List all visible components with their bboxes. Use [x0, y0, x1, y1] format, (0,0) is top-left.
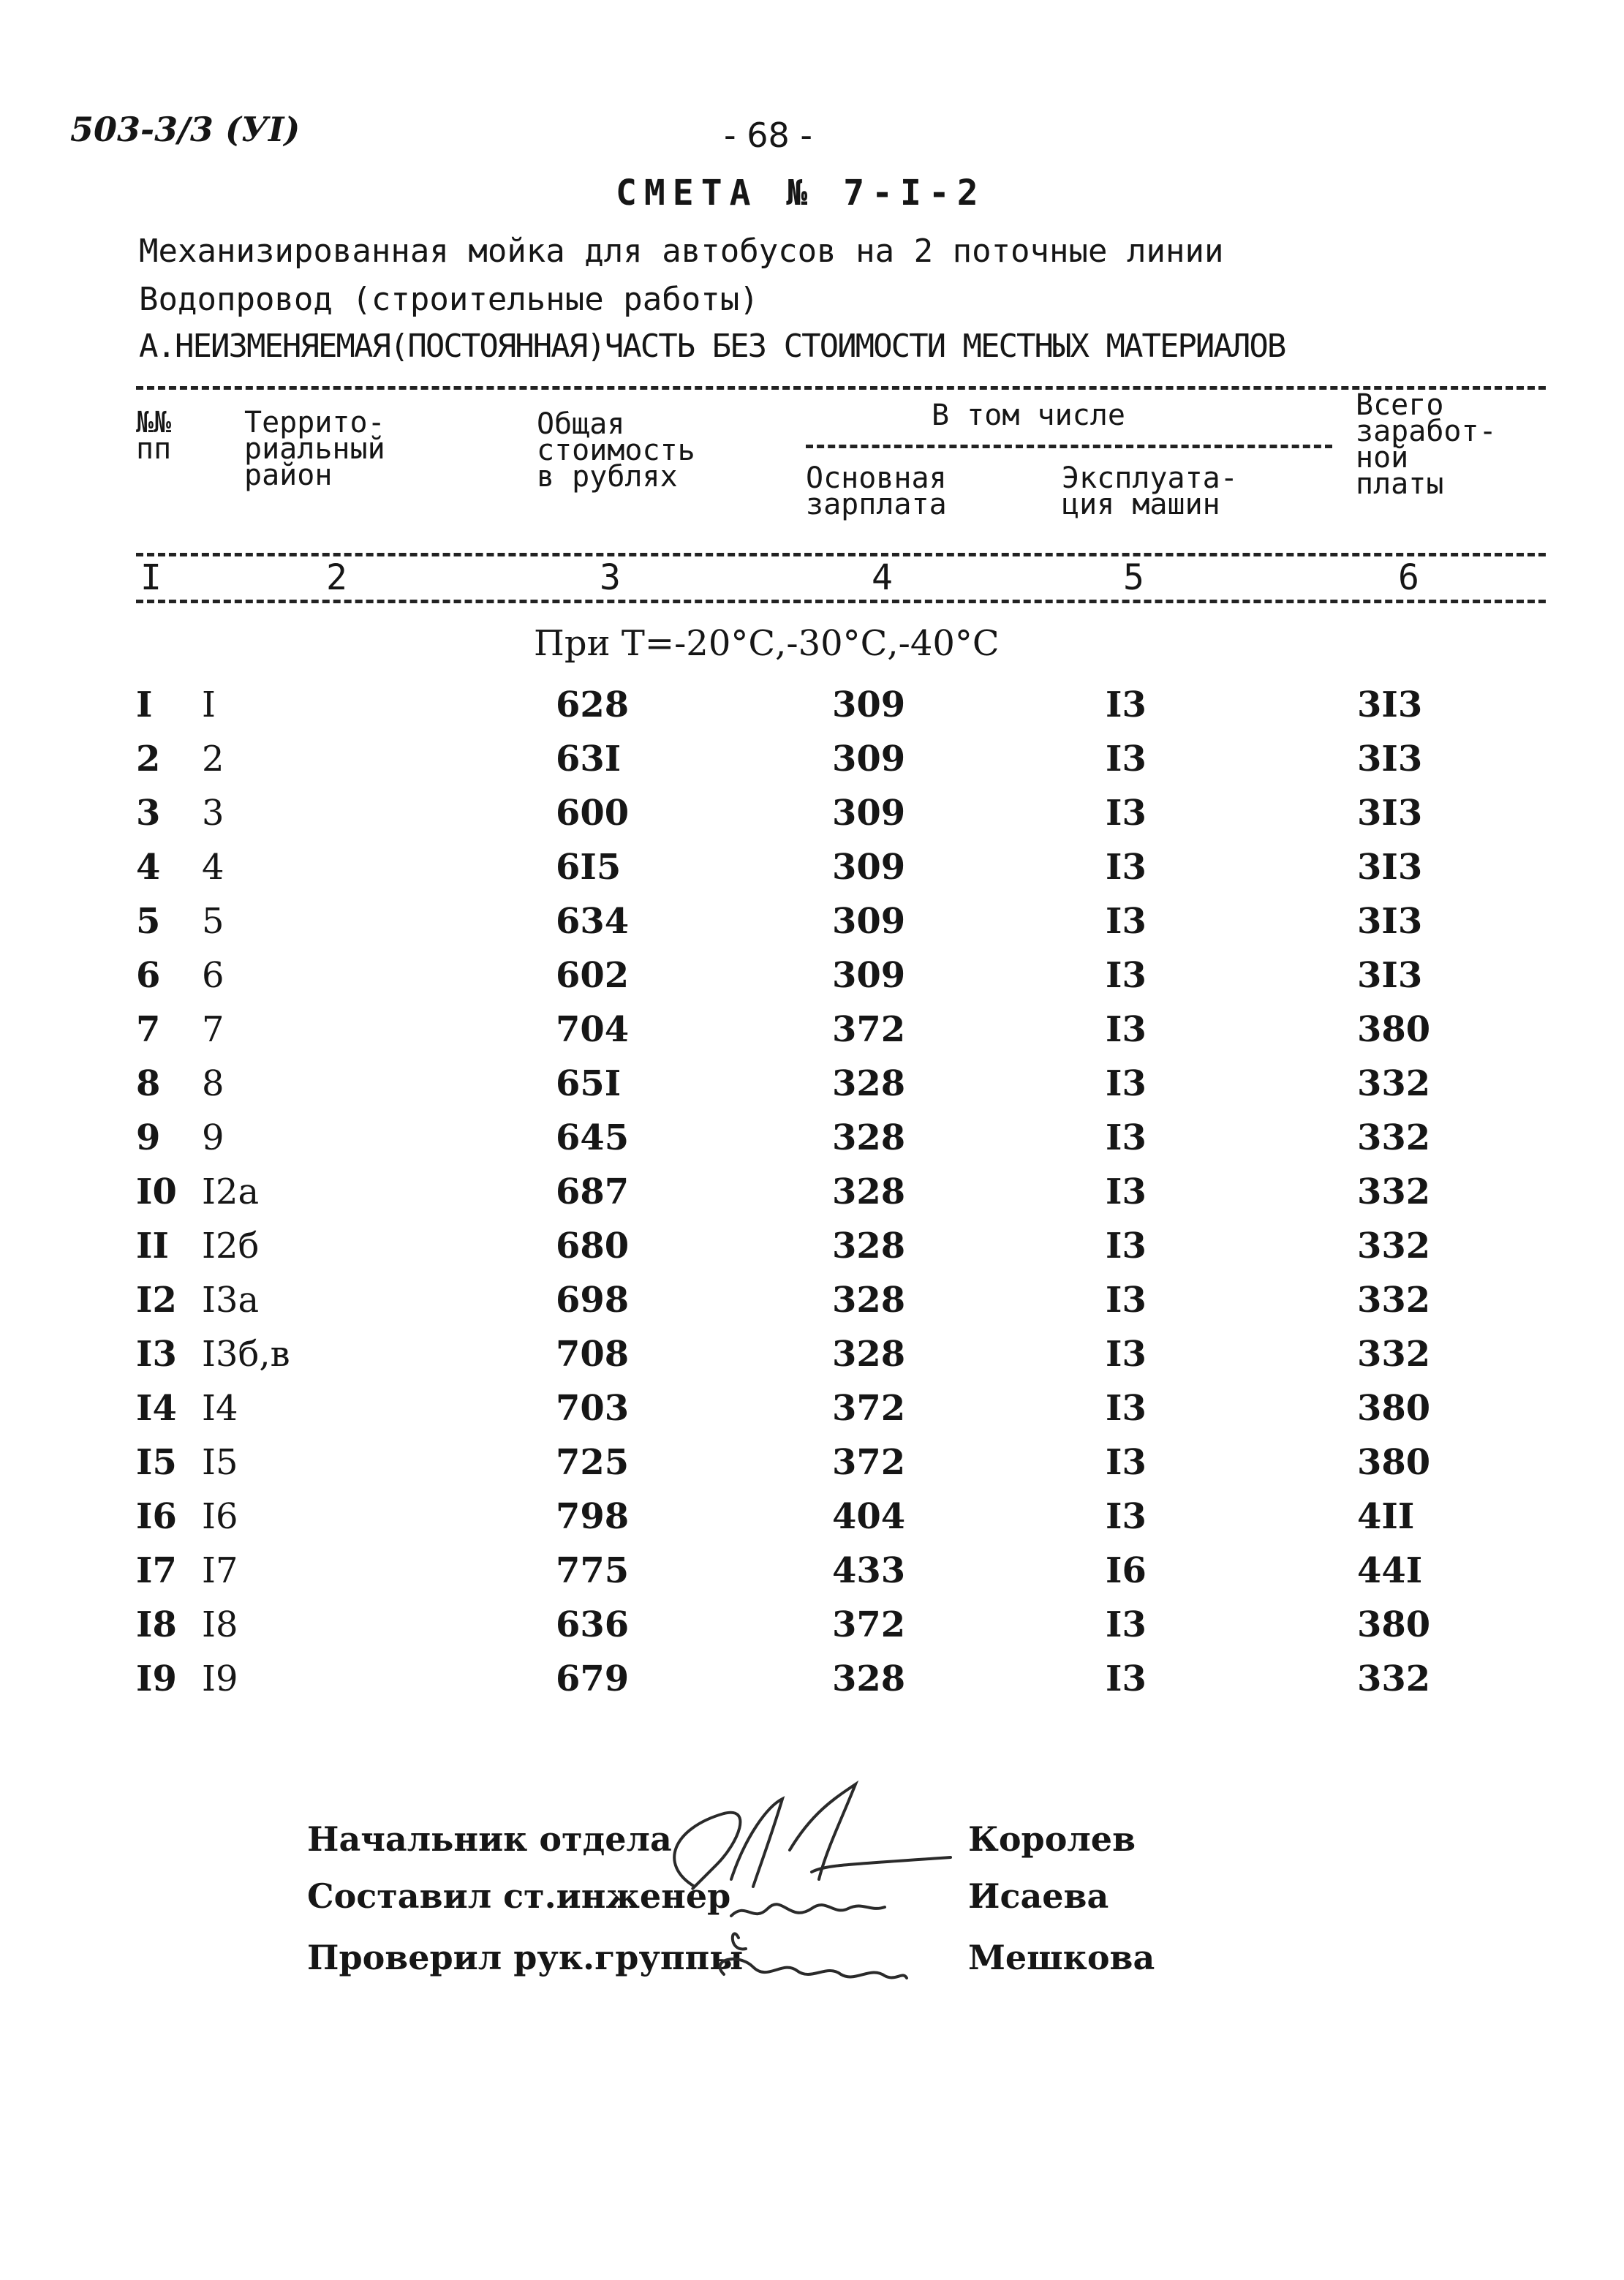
- header-bottom-rule: [136, 553, 1546, 556]
- row-total-salary: 380: [1357, 1442, 1431, 1483]
- row-base-salary: 328: [832, 1226, 906, 1267]
- row-number: I: [136, 684, 153, 725]
- row-total-salary: 332: [1357, 1117, 1431, 1158]
- table-row: [0, 793, 1624, 845]
- row-district: I7: [202, 1550, 238, 1591]
- colnum-1: I: [140, 557, 162, 598]
- row-district: 8: [202, 1063, 224, 1104]
- row-number: 5: [136, 901, 161, 942]
- table-row: [0, 1063, 1624, 1116]
- row-total-cost: 600: [556, 793, 630, 834]
- row-machine-cost: I3: [1106, 739, 1147, 779]
- row-base-salary: 309: [832, 684, 906, 725]
- row-base-salary: 309: [832, 901, 906, 942]
- row-total-salary: 332: [1357, 1280, 1431, 1321]
- signature-role-compiler: Составил ст.инженер: [307, 1876, 731, 1916]
- row-district: 3: [202, 793, 224, 834]
- row-total-cost: 602: [556, 955, 630, 996]
- row-number: II: [136, 1226, 169, 1267]
- row-base-salary: 372: [832, 1009, 906, 1050]
- row-base-salary: 328: [832, 1171, 906, 1212]
- table-row: [0, 1658, 1624, 1711]
- row-district: I: [202, 684, 216, 725]
- row-base-salary: 328: [832, 1280, 906, 1321]
- row-district: I8: [202, 1604, 238, 1645]
- header-total-salary: Всего заработ- ной платы: [1356, 388, 1497, 501]
- row-total-cost: 775: [556, 1550, 630, 1591]
- row-total-salary: 380: [1357, 1388, 1431, 1429]
- row-total-salary: 332: [1357, 1171, 1431, 1212]
- row-total-cost: 6I5: [556, 847, 622, 888]
- colnum-bottom-rule: [136, 600, 1546, 603]
- row-number: I0: [136, 1171, 177, 1212]
- header-machines: Эксплуата- ция машин: [1062, 461, 1238, 521]
- row-base-salary: 372: [832, 1388, 906, 1429]
- row-total-salary: 3I3: [1357, 684, 1423, 725]
- estimate-title: СМЕТА № 7-I-2: [616, 173, 986, 214]
- row-total-cost: 680: [556, 1226, 630, 1267]
- row-total-cost: 636: [556, 1604, 630, 1645]
- row-district: 7: [202, 1009, 224, 1050]
- row-machine-cost: I3: [1106, 1226, 1147, 1267]
- row-district: I5: [202, 1442, 238, 1483]
- row-number: 6: [136, 955, 161, 996]
- row-number: I7: [136, 1550, 177, 1591]
- row-base-salary: 328: [832, 1658, 906, 1699]
- row-total-cost: 628: [556, 684, 630, 725]
- row-machine-cost: I3: [1106, 901, 1147, 942]
- row-base-salary: 372: [832, 1442, 906, 1483]
- part-subtitle: А.НЕИЗМЕНЯЕМАЯ(ПОСТОЯННАЯ)ЧАСТЬ БЕЗ СТОИМОСТИ МЕСТНЫХ МАТЕРИАЛОВ: [139, 328, 1285, 365]
- row-total-salary: 3I3: [1357, 739, 1423, 779]
- row-total-cost: 687: [556, 1171, 630, 1212]
- row-number: I9: [136, 1658, 177, 1699]
- row-total-cost: 725: [556, 1442, 630, 1483]
- row-total-cost: 634: [556, 901, 630, 942]
- row-district: I3б,в: [202, 1334, 290, 1375]
- signature-role-head: Начальник отдела: [307, 1819, 672, 1859]
- table-row: [0, 1280, 1624, 1332]
- document-code: 503-3/3 (УI): [70, 110, 301, 149]
- row-number: I8: [136, 1604, 177, 1645]
- row-total-cost: 679: [556, 1658, 630, 1699]
- row-machine-cost: I6: [1106, 1550, 1147, 1591]
- row-base-salary: 433: [832, 1550, 906, 1591]
- row-total-salary: 3I3: [1357, 793, 1423, 834]
- colnum-6: 6: [1398, 557, 1419, 598]
- row-district: I2б: [202, 1226, 260, 1267]
- row-number: I3: [136, 1334, 177, 1375]
- row-district: 4: [202, 847, 224, 888]
- row-base-salary: 328: [832, 1063, 906, 1104]
- row-total-salary: 332: [1357, 1658, 1431, 1699]
- signature-name-checker: Мешкова: [968, 1938, 1155, 1977]
- row-number: I2: [136, 1280, 177, 1321]
- row-number: 8: [136, 1063, 161, 1104]
- row-total-cost: 708: [556, 1334, 630, 1375]
- row-district: I4: [202, 1388, 238, 1429]
- row-base-salary: 309: [832, 739, 906, 779]
- incl-group-rule: [806, 445, 1332, 448]
- header-total-cost: Общая стоимость в рублях: [537, 407, 695, 494]
- row-number: 2: [136, 739, 161, 779]
- header-base-salary: Основная зарплата: [806, 461, 947, 521]
- row-number: 4: [136, 847, 161, 888]
- table-row: [0, 901, 1624, 954]
- row-machine-cost: I3: [1106, 684, 1147, 725]
- table-row: [0, 1550, 1624, 1603]
- row-machine-cost: I3: [1106, 1117, 1147, 1158]
- row-total-salary: 3I3: [1357, 847, 1423, 888]
- table-row: [0, 1117, 1624, 1170]
- project-subtitle: Механизированная мойка для автобусов на 2 поточные линии: [139, 233, 1224, 270]
- table-row: [0, 684, 1624, 737]
- row-district: 9: [202, 1117, 224, 1158]
- row-machine-cost: I3: [1106, 1442, 1147, 1483]
- table-row: [0, 1496, 1624, 1549]
- row-total-cost: 645: [556, 1117, 630, 1158]
- table-row: [0, 739, 1624, 791]
- row-total-cost: 698: [556, 1280, 630, 1321]
- row-number: 7: [136, 1009, 161, 1050]
- row-total-cost: 704: [556, 1009, 630, 1050]
- signature-name-compiler: Исаева: [968, 1876, 1109, 1916]
- table-row: [0, 955, 1624, 1008]
- row-total-cost: 65I: [556, 1063, 622, 1104]
- row-district: 6: [202, 955, 224, 996]
- row-base-salary: 404: [832, 1496, 906, 1537]
- signature-role-checker: Проверил рук.группы: [307, 1938, 744, 1977]
- table-row: [0, 1334, 1624, 1386]
- row-total-cost: 703: [556, 1388, 630, 1429]
- table-row: [0, 1226, 1624, 1278]
- row-total-salary: 3I3: [1357, 955, 1423, 996]
- row-machine-cost: I3: [1106, 1171, 1147, 1212]
- colnum-4: 4: [872, 557, 893, 598]
- row-number: 9: [136, 1117, 161, 1158]
- row-district: I9: [202, 1658, 238, 1699]
- table-top-rule: [136, 386, 1546, 390]
- table-row: [0, 1009, 1624, 1062]
- row-machine-cost: I3: [1106, 847, 1147, 888]
- row-machine-cost: I3: [1106, 1280, 1147, 1321]
- row-total-salary: 332: [1357, 1063, 1431, 1104]
- row-district: I3a: [202, 1280, 260, 1321]
- row-total-salary: 332: [1357, 1334, 1431, 1375]
- row-base-salary: 372: [832, 1604, 906, 1645]
- row-total-salary: 44I: [1357, 1550, 1423, 1591]
- table-row: [0, 1388, 1624, 1441]
- row-total-salary: 3I3: [1357, 901, 1423, 942]
- row-machine-cost: I3: [1106, 1658, 1147, 1699]
- row-machine-cost: I3: [1106, 1604, 1147, 1645]
- row-machine-cost: I3: [1106, 1496, 1147, 1537]
- row-total-salary: 4II: [1357, 1496, 1415, 1537]
- row-machine-cost: I3: [1106, 1388, 1147, 1429]
- table-row: [0, 1171, 1624, 1224]
- row-total-salary: 380: [1357, 1604, 1431, 1645]
- header-incl-group: В том числе: [932, 399, 1125, 432]
- colnum-2: 2: [326, 557, 347, 598]
- row-district: 2: [202, 739, 224, 779]
- row-machine-cost: I3: [1106, 955, 1147, 996]
- header-district: Террито- риальный район: [244, 406, 385, 492]
- page-number: - 68 -: [724, 116, 812, 155]
- row-base-salary: 309: [832, 793, 906, 834]
- row-number: 3: [136, 793, 161, 834]
- row-machine-cost: I3: [1106, 793, 1147, 834]
- row-district: 5: [202, 901, 224, 942]
- row-machine-cost: I3: [1106, 1334, 1147, 1375]
- table-row: [0, 847, 1624, 899]
- row-base-salary: 309: [832, 847, 906, 888]
- colnum-5: 5: [1123, 557, 1144, 598]
- row-base-salary: 328: [832, 1117, 906, 1158]
- row-district: I2a: [202, 1171, 260, 1212]
- row-machine-cost: I3: [1106, 1009, 1147, 1050]
- section-subtitle: Водопровод (строительные работы): [139, 281, 759, 318]
- row-number: I4: [136, 1388, 177, 1429]
- row-total-cost: 63I: [556, 739, 622, 779]
- header-num: №№ пп: [136, 406, 172, 466]
- row-number: I6: [136, 1496, 177, 1537]
- row-base-salary: 309: [832, 955, 906, 996]
- row-machine-cost: I3: [1106, 1063, 1147, 1104]
- temperature-condition: При Т=-20°С,-30°С,-40°С: [534, 623, 1000, 664]
- row-number: I5: [136, 1442, 177, 1483]
- signature-name-head: Королев: [968, 1819, 1136, 1859]
- handwritten-signatures: [643, 1770, 980, 2004]
- table-row: [0, 1442, 1624, 1495]
- row-total-salary: 332: [1357, 1226, 1431, 1267]
- colnum-3: 3: [600, 557, 621, 598]
- row-district: I6: [202, 1496, 238, 1537]
- row-total-salary: 380: [1357, 1009, 1431, 1050]
- row-base-salary: 328: [832, 1334, 906, 1375]
- row-total-cost: 798: [556, 1496, 630, 1537]
- table-row: [0, 1604, 1624, 1657]
